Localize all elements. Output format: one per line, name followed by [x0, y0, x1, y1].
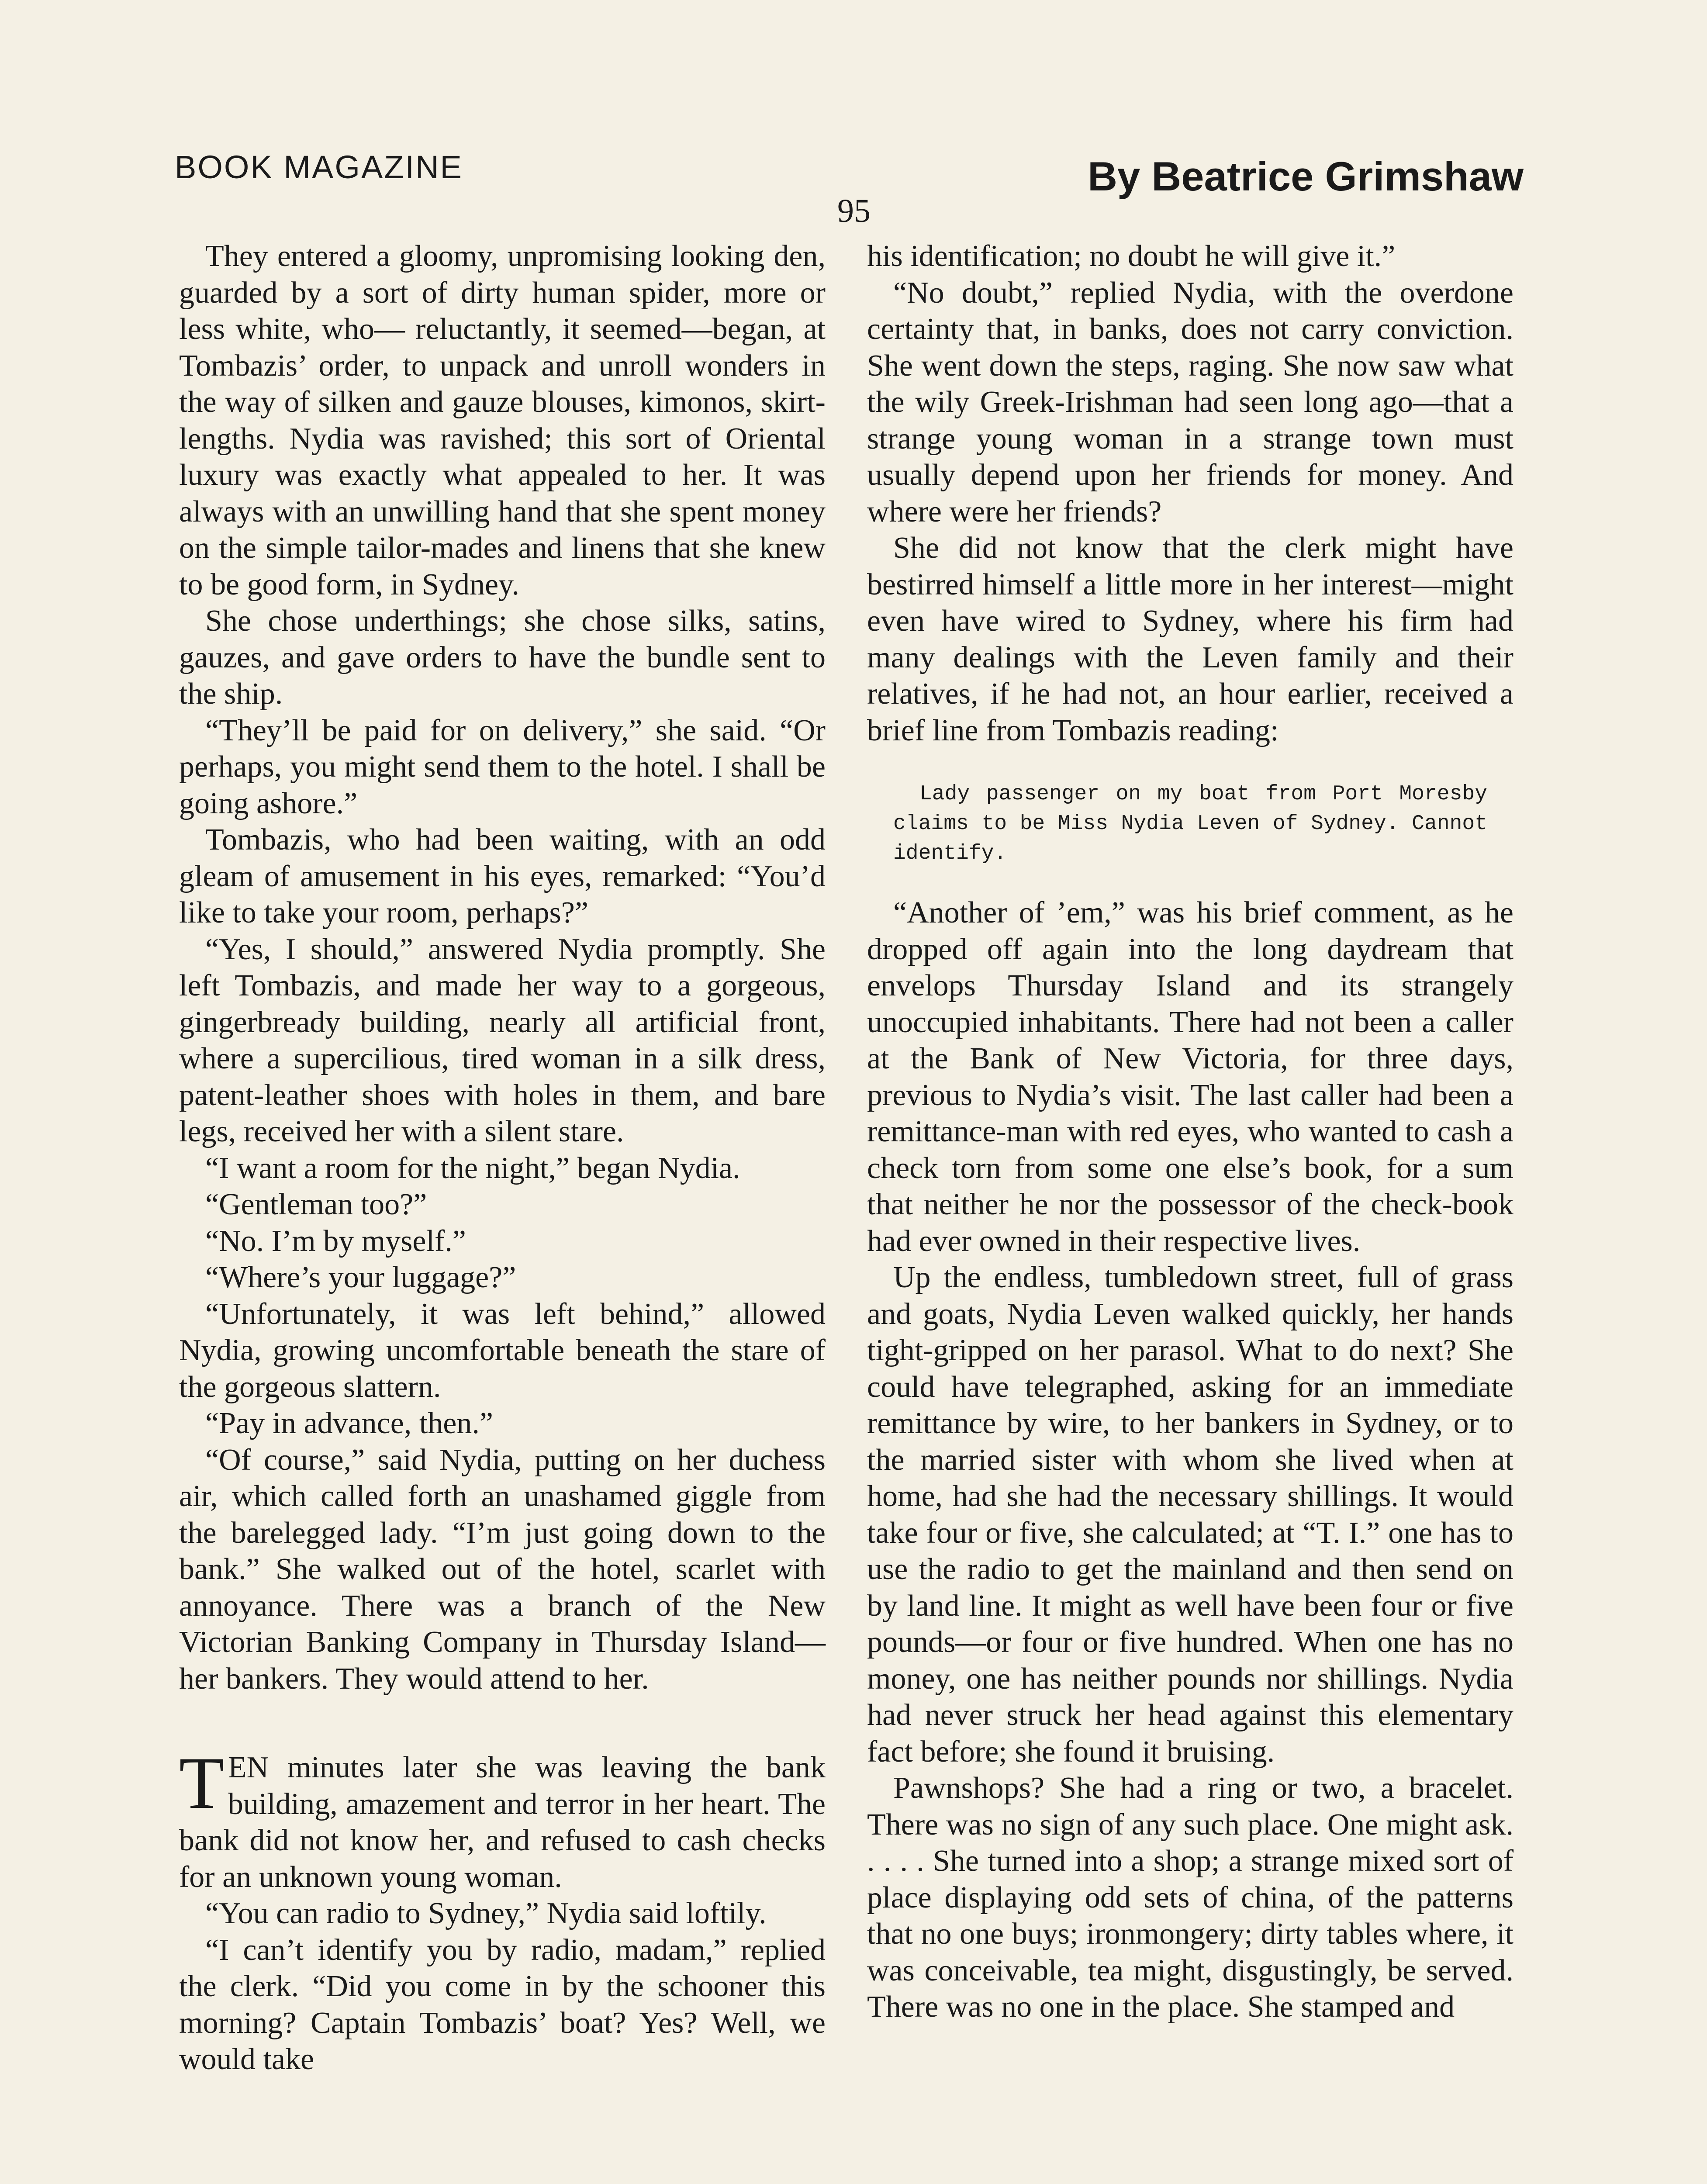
paragraph: She did not know that the clerk might have bestirred himself a little more in her interest—might even have wired to Sydney, where his firm had many dealings with the Leven family and their relatives, if he had not, an hour earlier, received a brief line from Tombazis reading: — [867, 531, 1513, 747]
paragraph: Tombazis, who had been waiting, with an odd gleam of amusement in his eyes, remarked: “You’d like to take your room, perhaps?” — [179, 823, 826, 930]
paragraph: “No doubt,” replied Nydia, with the overdone certainty that, in banks, does not carry conviction. She went down the steps, raging. She now saw what the wily Greek-Irishman had seen long ago—that a strange young woman in a strange town must usually depend upon her friends for money. And where were her friends? — [867, 276, 1513, 529]
telegram-quote: Lady passenger on my boat from Port Moresby claims to be Miss Nydia Leven of Sydney. Cannot identify. — [893, 782, 1487, 865]
paragraph: “You can radio to Sydney,” Nydia said loftily. — [205, 1897, 767, 1930]
paragraph: “Where’s your luggage?” — [205, 1261, 516, 1294]
section-opening-paragraph — [179, 1742, 826, 1895]
paragraph: “Yes, I should,” answered Nydia promptly. She left Tombazis, and made her way to a gorgeous, gingerbready building, nearly all artificial front, where a supercilious, tired woman in a silk dress, patent-leather shoes with holes in them, and bare legs, received her with a silent stare. — [179, 932, 826, 1148]
paragraph: his identification; no doubt he will give it.” — [867, 239, 1396, 273]
paragraph: “No. I’m by myself.” — [205, 1224, 466, 1258]
paragraph: “They’ll be paid for on delivery,” she said. “Or perhaps, you might send them to the hotel. I shall be going ashore.” — [179, 713, 826, 820]
left-column — [179, 238, 826, 2078]
right-column — [867, 238, 1513, 2025]
magazine-title: BOOK MAGAZINE — [175, 149, 463, 185]
section-break — [179, 1697, 826, 1749]
page-number: 95 — [837, 193, 871, 229]
paragraph: “Another of ’em,” was his brief comment, as he dropped off again into the long daydream that envelops Thursday Island and its strangely unoccupied inhabitants. There had not been a caller at the Bank of New Victoria, for three days, previous to Nydia’s visit. The last caller had been a remittance-man with red eyes, who wanted to cash a check torn from some one else’s book, for a sum that neither he nor the possessor of the check-book had ever owned in their respective lives. — [867, 896, 1513, 1258]
paragraph: “Of course,” said Nydia, putting on her duchess air, which called forth an unashamed giggle from the barelegged lady. “I’m just going down to the bank.” She walked out of the hotel, scarlet with annoyance. There was a branch of the New Victorian Banking Company in Thursday Island—her bankers. They would attend to her. — [179, 1443, 826, 1696]
paragraph: Up the endless, tumbledown street, full of grass and goats, Nydia Leven walked quickly, her hands tight-gripped on her parasol. What to do next? She could have telegraphed, asking for an immediate remittance by wire, to her bankers in Sydney, or to the married sister with whom she lived when at home, had she had the necessary shillings. It would take four or five, she calculated; at “T. I.” one has to use the radio to get the mainland and then send on by land line. It might as well have been four or five pounds—or four or five hundred. When one has no money, one has neither pounds nor shillings. Nydia had never struck her head against this elementary fact before; she found it bruising. — [867, 1261, 1513, 1769]
paragraph: They entered a gloomy, unpromising looking den, guarded by a sort of dirty human spider, more or less white, who— reluctantly, it seemed—began, at Tombazis’ order, to unpack and unroll wonders in the way of silken and gauze blouses, kimonos, skirt-lengths. Nydia was ravished; this sort of Oriental luxury was exactly what appealed to her. It was always with an unwilling hand that she spent money on the simple tailor-mades and linens that she knew to be good form, in Sydney. — [179, 239, 826, 601]
section-opening-text: EN minutes later she was leaving the bank building, amazement and terror in her heart. The bank did not know her, and refused to cash checks for an unknown young woman. — [179, 1751, 826, 1894]
paragraph: “I want a room for the night,” began Nydia. — [205, 1151, 740, 1185]
paragraph: “I can’t identify you by radio, madam,” replied the clerk. “Did you come in by the schooner this morning? Captain Tombazis’ boat? Yes? Well, we would take — [179, 1933, 826, 2076]
paragraph: Pawnshops? She had a ring or two, a bracelet. There was no sign of any such place. One might ask. . . . . She turned into a shop; a strange mixed sort of place displaying odd sets of china, of the patterns that no one buys; ironmongery; dirty tables where, it was conceivable, tea might, disgustingly, be served. There was no one in the place. She stamped and — [867, 1771, 1513, 2024]
drop-cap: T — [179, 1742, 225, 1824]
paragraph: “Unfortunately, it was left behind,” allowed Nydia, growing uncomfortable beneath the stare of the gorgeous slattern. — [179, 1297, 826, 1404]
paragraph: “Pay in advance, then.” — [205, 1406, 493, 1440]
paragraph: “Gentleman too?” — [205, 1188, 427, 1221]
author-byline: By Beatrice Grimshaw — [1088, 153, 1524, 199]
paragraph: She chose underthings; she chose silks, satins, gauzes, and gave orders to have the bundle sent to the ship. — [179, 604, 826, 711]
